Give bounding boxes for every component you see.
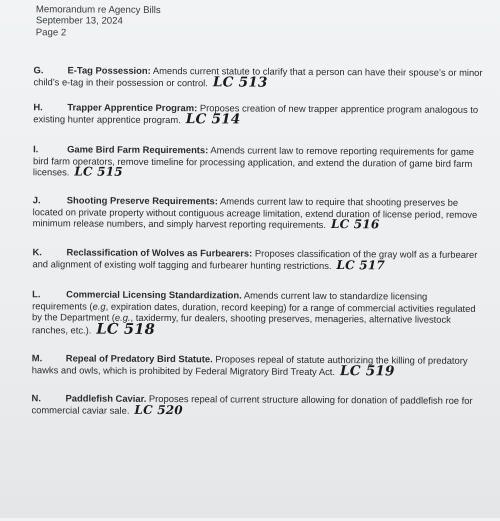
item-title: E-Tag Possession: [67, 64, 151, 76]
bill-item-i [33, 143, 483, 181]
item-text: Proposes repeal of current structure allowing for donation of paddlefish roe for commercial caviar sale. [31, 392, 473, 416]
item-title: Repeal of Predatory Bird Statute. [65, 352, 213, 365]
item-text: Amends current law to require that shooting preserves be located on private property without contiguous acreage limitation, extend duration of license period, remove minimum release numbers, and simply harvest reporting requirements. [32, 195, 478, 231]
item-text: Amends current law to remove reporting requirements for game bird farm operators, remove timeline for processing application, and extend the duration of game bird farm licenses. [32, 144, 475, 178]
lc-number: LC 518 [96, 320, 156, 338]
item-text: Proposes repeal of statute authorizing the killing of predatory hawks and owls, which is prohibited by Federal Migratory Bird Treaty Act. [31, 353, 468, 377]
item-letter: L. [32, 288, 41, 300]
lc-number: LC 516 [330, 217, 380, 232]
bill-item-g [33, 64, 483, 90]
item-text-part: , taxidermy, fur dealers, shooting preserves, menageries, alternative livestock ranches, etc.). [31, 311, 451, 336]
item-title: Commercial Licensing Standardization. [66, 288, 242, 301]
bill-item-m [32, 352, 482, 378]
item-letter: M. [31, 352, 43, 364]
lc-number: LC 515 [74, 164, 123, 179]
item-title: Shooting Preserve Requirements: [66, 194, 218, 207]
item-text-italic: e.g [92, 300, 106, 312]
bill-item-l [32, 288, 482, 338]
item-title: Paddlefish Caviar. [65, 392, 147, 404]
memo-title: Memorandum re Agency Bills [35, 4, 161, 16]
item-text: Proposes creation of new trapper apprentice program analogous to existing hunter apprentice program. [33, 102, 479, 125]
memo-header [36, 4, 161, 39]
item-letter: J. [32, 194, 41, 206]
item-text: Amends current statute to clarify that a person can have their spouse’s or minor child’s e-tag in their possession or control. [33, 64, 483, 88]
memo-date: September 13, 2024 [35, 15, 123, 28]
item-text-italic: e.g. [114, 311, 131, 323]
item-title: Trapper Apprentice Program: [67, 101, 198, 114]
bill-item-k [32, 246, 482, 272]
item-letter: G. [33, 64, 44, 76]
lc-number: LC 514 [185, 110, 241, 128]
lc-number: LC 519 [339, 362, 395, 380]
item-letter: H. [33, 101, 43, 113]
item-title: Game Bird Farm Requirements: [67, 143, 209, 156]
item-text-part: , expiration dates, duration, record keeping) for a range of commercial activities regulated by the Department ( [32, 300, 476, 323]
item-title: Reclassification of Wolves as Furbearers: [66, 246, 253, 259]
item-text-part: Amends current law to standardize licensing requirements ( [32, 289, 428, 312]
item-text: Proposes classification of the gray wolf as a furbearer and alignment of existing wolf tagging and furbearer hunting restrictions. [32, 247, 478, 271]
item-letter: K. [32, 246, 42, 258]
page-number: Page 2 [35, 27, 67, 39]
item-letter: I. [33, 143, 39, 155]
item-letter: N. [31, 392, 41, 404]
bill-item-n [31, 392, 481, 418]
lc-number: LC 513 [212, 73, 268, 91]
lc-number: LC 520 [134, 402, 183, 417]
lc-number: LC 517 [336, 257, 385, 272]
bill-item-h [33, 101, 483, 127]
bill-item-j [33, 194, 483, 232]
